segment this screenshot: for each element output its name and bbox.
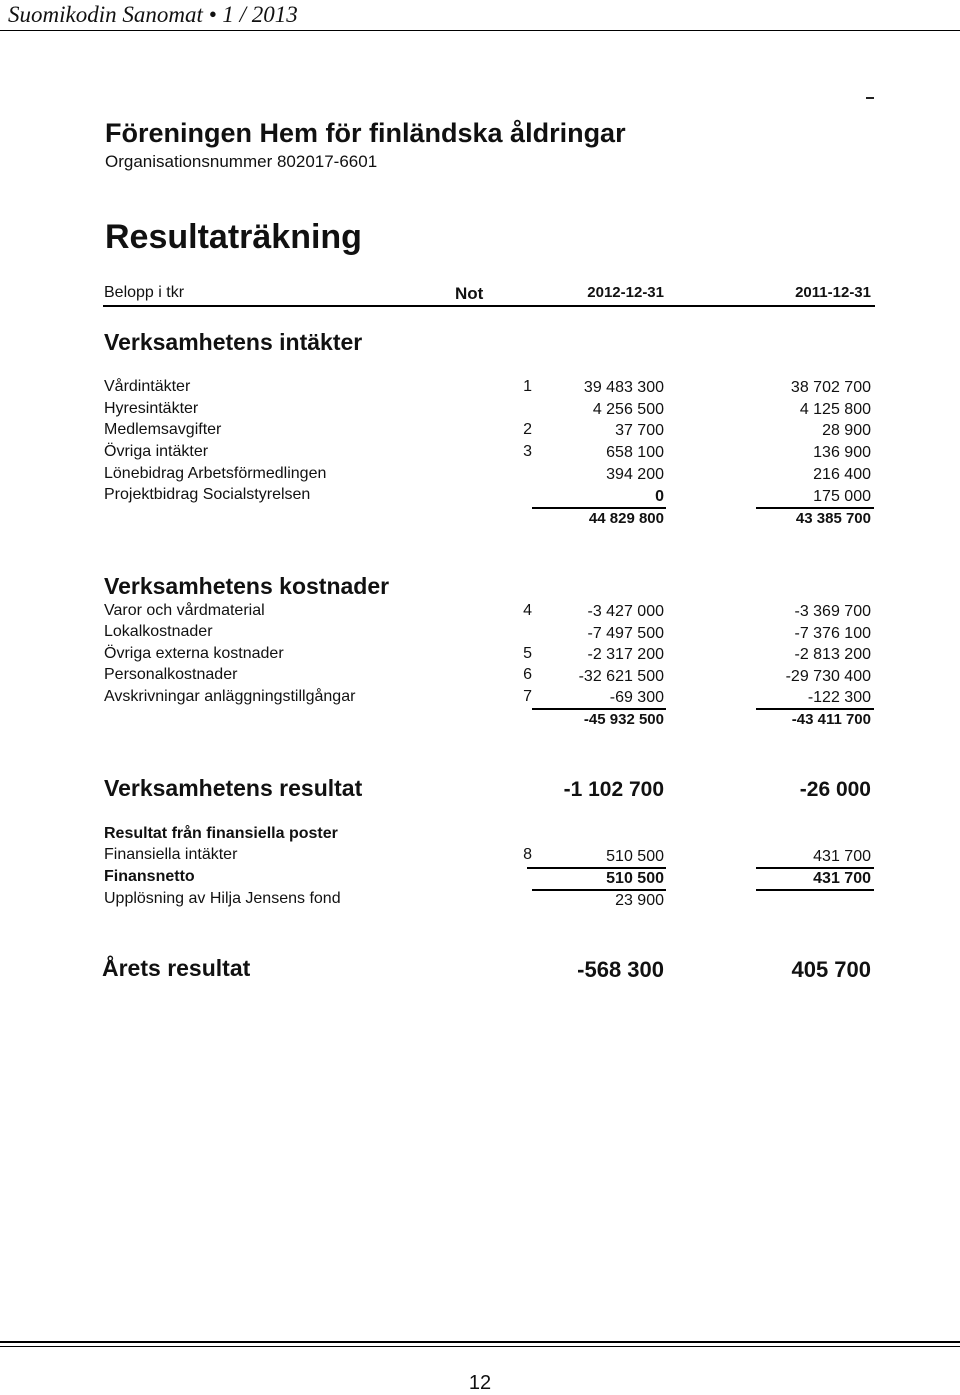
row-value-2011: 28 900 xyxy=(822,422,871,439)
row-value-2011: -2 813 200 xyxy=(794,646,871,663)
financial-net-rule-2012 xyxy=(532,889,666,891)
costs-section-title: Verksamhetens kostnader xyxy=(104,573,390,599)
organization-name: Föreningen Hem för finländska åldringar xyxy=(105,118,626,148)
footer-rule-bottom xyxy=(0,1346,960,1347)
income-sum-rule-2012 xyxy=(532,507,666,509)
financial-income-note: 8 xyxy=(523,846,532,863)
year-result-2012: -568 300 xyxy=(577,957,664,982)
row-value-2012: -7 497 500 xyxy=(587,625,664,642)
fund-release-2012: 23 900 xyxy=(615,892,664,909)
row-value-2012: -32 621 500 xyxy=(578,668,664,685)
row-note: 5 xyxy=(523,645,532,662)
row-value-2011: -29 730 400 xyxy=(785,668,871,685)
stray-mark xyxy=(866,97,874,99)
page-title: Resultaträkning xyxy=(105,218,362,256)
row-value-2012: 37 700 xyxy=(615,422,664,439)
row-label: Projektbidrag Socialstyrelsen xyxy=(104,486,311,503)
income-total-2012: 44 829 800 xyxy=(588,510,664,527)
year-result-2011: 405 700 xyxy=(791,957,871,982)
row-note: 6 xyxy=(523,666,532,683)
row-note: 4 xyxy=(523,602,532,619)
note-header: Not xyxy=(455,284,484,303)
page-number: 12 xyxy=(468,1372,492,1394)
row-note: 7 xyxy=(523,688,532,705)
row-value-2012: -2 317 200 xyxy=(587,646,664,663)
row-value-2012: 39 483 300 xyxy=(583,379,664,396)
row-value-2012: -69 300 xyxy=(609,689,664,706)
row-value-2011: -122 300 xyxy=(807,689,871,706)
financial-income-2012: 510 500 xyxy=(606,848,664,865)
row-label: Lönebidrag Arbetsförmedlingen xyxy=(104,465,327,482)
col-2012-header: 2012-12-31 xyxy=(587,284,664,301)
row-label: Vårdintäkter xyxy=(104,378,191,395)
row-label: Lokalkostnader xyxy=(104,623,213,640)
financial-net-2012: 510 500 xyxy=(606,870,664,887)
row-label: Hyresintäkter xyxy=(104,400,199,417)
row-note: 3 xyxy=(523,443,532,460)
financial-net-rule-2011 xyxy=(756,889,874,891)
footer-rule-top xyxy=(0,1341,960,1343)
cost-sum-rule-2012 xyxy=(532,708,666,710)
financial-net-label: Finansnetto xyxy=(104,868,195,885)
row-label: Övriga externa kostnader xyxy=(104,645,284,662)
row-value-2012: 394 200 xyxy=(606,466,664,483)
row-value-2011: 175 000 xyxy=(813,488,871,505)
cost-sum-rule-2011 xyxy=(756,708,874,710)
col-2011-header: 2011-12-31 xyxy=(795,284,871,301)
row-note: 1 xyxy=(523,378,532,395)
row-label: Varor och vårdmaterial xyxy=(104,602,265,619)
operating-result-2012: -1 102 700 xyxy=(563,778,664,801)
header-rule xyxy=(103,305,875,307)
amount-label: Belopp i tkr xyxy=(104,284,185,301)
row-label: Övriga intäkter xyxy=(104,443,209,460)
row-value-2012: 4 256 500 xyxy=(592,401,664,418)
income-section-title: Verksamhetens intäkter xyxy=(104,329,363,355)
row-value-2011: 38 702 700 xyxy=(790,379,871,396)
row-note: 2 xyxy=(523,421,532,438)
row-value-2012: 658 100 xyxy=(606,444,664,461)
row-value-2012: -3 427 000 xyxy=(587,603,664,620)
masthead-rule xyxy=(0,30,960,31)
organization-number: Organisationsnummer 802017-6601 xyxy=(105,152,378,171)
income-total-2011: 43 385 700 xyxy=(795,510,871,527)
row-value-2012: 0 xyxy=(655,488,664,505)
year-result-label: Årets resultat xyxy=(102,955,251,981)
masthead: Suomikodin Sanomat • 1 / 2013 xyxy=(8,2,298,27)
row-value-2011: -7 376 100 xyxy=(794,625,871,642)
row-value-2011: 4 125 800 xyxy=(799,401,871,418)
income-sum-rule-2011 xyxy=(756,507,874,509)
financial-income-2011: 431 700 xyxy=(813,848,871,865)
row-value-2011: -3 369 700 xyxy=(794,603,871,620)
financial-rule-2012 xyxy=(527,867,666,869)
row-label: Avskrivningar anläggningstillgångar xyxy=(104,688,356,705)
financial-net-2011: 431 700 xyxy=(813,870,871,887)
fund-release-label: Upplösning av Hilja Jensens fond xyxy=(104,890,341,907)
operating-result-label: Verksamhetens resultat xyxy=(104,775,363,801)
operating-result-2011: -26 000 xyxy=(799,778,871,801)
cost-total-2012: -45 932 500 xyxy=(583,711,664,728)
financial-rule-2011 xyxy=(756,867,874,869)
row-label: Personalkostnader xyxy=(104,666,238,683)
financial-section-title: Resultat från finansiella poster xyxy=(104,825,338,842)
row-label: Medlemsavgifter xyxy=(104,421,222,438)
financial-income-label: Finansiella intäkter xyxy=(104,846,238,863)
row-value-2011: 136 900 xyxy=(813,444,871,461)
cost-total-2011: -43 411 700 xyxy=(791,711,871,728)
row-value-2011: 216 400 xyxy=(813,466,871,483)
